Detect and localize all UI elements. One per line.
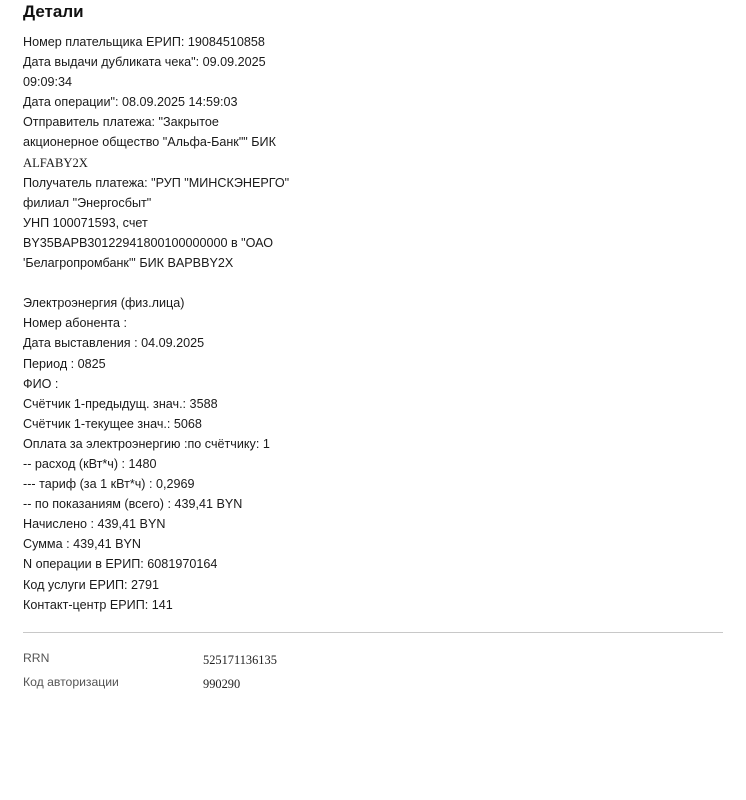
erip-contact-center-line: Контакт-центр ЕРИП: 141: [23, 597, 173, 612]
tariff-line: --- тариф (за 1 кВт*ч) : 0,2969: [23, 477, 195, 492]
recipient-unp-line: УНП 100071593, счет: [23, 215, 148, 230]
accrued-line: Начислено : 439,41 BYN: [23, 517, 166, 532]
operation-date-line: Дата операции": 08.09.2025 14:59:03: [23, 95, 238, 110]
service-name-line: Электроэнергия (физ.лица): [23, 296, 185, 311]
recipient-bank-line: 'Белагропромбанк"' БИК BAPBBY2X: [23, 256, 234, 271]
auth-code-label: Код авторизации: [23, 675, 119, 689]
subscriber-number-line: Номер абонента :: [23, 316, 128, 331]
page-title: Детали: [23, 2, 84, 21]
divider: [23, 632, 723, 633]
meter-previous-line: Счётчик 1-предыдущ. знач.: 3588: [23, 396, 218, 411]
payer-number-line: Номер плательщика ЕРИП: 19084510858: [23, 35, 265, 49]
payment-meter-line: Оплата за электроэнергию :по счётчику: 1: [23, 436, 270, 451]
blank-line: [23, 273, 723, 293]
consumption-line: -- расход (кВт*ч) : 1480: [23, 456, 157, 471]
receipt-details: [23, 0, 723, 615]
duplicate-date-line: Дата выдачи дубликата чека": 09.09.2025: [23, 55, 266, 70]
sender-bic-line: ALFABY2X: [23, 155, 88, 170]
details-block: [23, 32, 723, 615]
by-readings-total-line: -- по показаниям (всего) : 439,41 BYN: [23, 497, 243, 512]
erip-service-code-line: Код услуги ЕРИП: 2791: [23, 577, 160, 592]
sender-line-1: Отправитель платежа: "Закрытое: [23, 115, 219, 130]
sum-line: Сумма : 439,41 BYN: [23, 537, 141, 552]
recipient-account-line: BY35BAPB30122941800100000000 в "ОАО: [23, 235, 274, 250]
erip-operation-number-line: N операции в ЕРИП: 6081970164: [23, 557, 218, 572]
sender-line-2: акционерное общество "Альфа-Банк"" БИК: [23, 135, 276, 150]
duplicate-time-line: 09:09:34: [23, 75, 73, 90]
period-line: Период : 0825: [23, 356, 106, 371]
recipient-line-1: Получатель платежа: "РУП "МИНСКЭНЕРГО": [23, 175, 290, 190]
rrn-value: 525171136135: [203, 653, 277, 667]
issue-date-line: Дата выставления : 04.09.2025: [23, 336, 205, 351]
recipient-line-2: филиал "Энергосбыт": [23, 195, 152, 210]
auth-code-value: 990290: [203, 677, 241, 691]
rrn-row: [23, 648, 723, 668]
rrn-label: RRN: [23, 651, 50, 665]
full-name-line: ФИО :: [23, 376, 59, 391]
auth-code-row: [23, 672, 723, 692]
meter-current-line: Счётчик 1-текущее знач.: 5068: [23, 416, 202, 431]
